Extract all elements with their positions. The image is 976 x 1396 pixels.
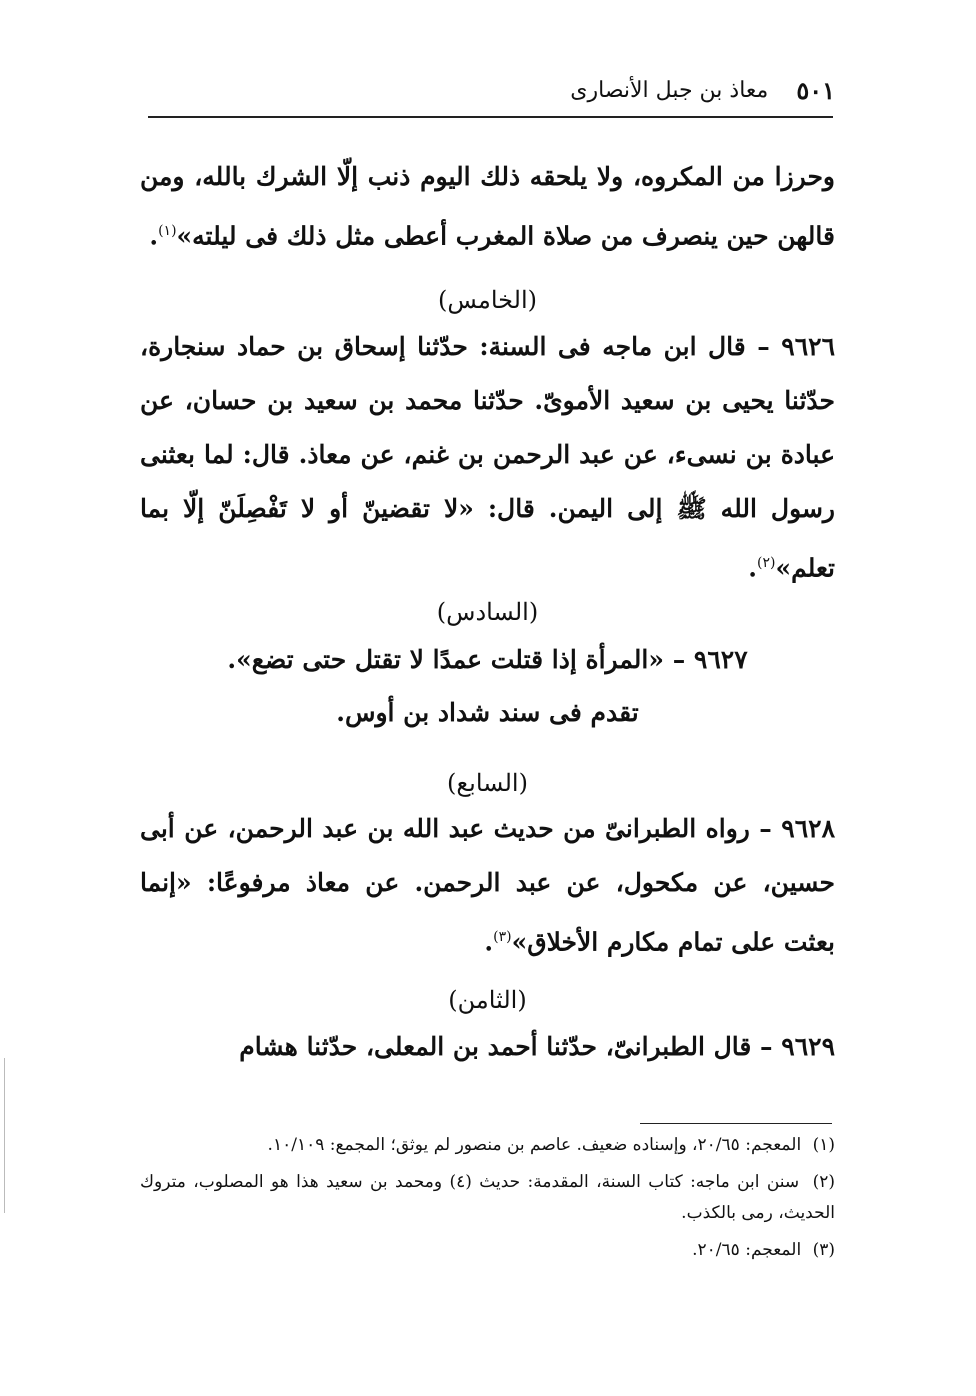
paragraph-text: وحرزا من المكروه، ولا يلحقه ذلك اليوم ذنب إلّا الشرك بالله، ومن قالهن حين ينصرف من صلاة المغرب أعطى مثل ذلك فى ليلته» (140, 162, 835, 251)
paragraph-9629 (140, 1020, 835, 1074)
paragraph-9627 (140, 635, 835, 685)
paragraph-end: . (484, 927, 494, 957)
footnote-marker: (٢) (812, 1172, 835, 1192)
section-heading-8: (الثامن) (448, 986, 527, 1014)
page-header (145, 68, 835, 112)
footnote-marker: (٣) (812, 1240, 835, 1260)
section-heading-6: (السادس) (436, 598, 539, 626)
footnote-2 (140, 1167, 835, 1229)
paragraph-text: – قال الطبرانىّ، حدّثنا أحمد بن المعلى، حدّثنا هشام (239, 1032, 773, 1061)
paragraph-9627-line2: تقدم فى سند شداد بن أوس. (336, 698, 639, 727)
hadith-number: ٩٦٢٦ (781, 332, 835, 361)
paragraph-text: – «المرأة إذا قتلت عمدًا لا تقتل حتى تضع». (227, 645, 686, 674)
running-title: معاذ بن جبل الأنصارى (570, 77, 769, 103)
footnote-text: سنن ابن ماجه: كتاب السنة، المقدمة: حديث (٤) ومحمد بن سعيد هذا هو المصلوب، متروك الحديث، رمى بالكذب. (140, 1172, 835, 1223)
footnote-ref: (٢) (756, 555, 776, 571)
page-number: ٥٠١ (796, 75, 835, 105)
paragraph-9626 (140, 320, 835, 595)
section-heading-7: (السابع) (447, 769, 528, 797)
footnote-ref: (١) (158, 223, 177, 239)
paragraph-text: – قال ابن ماجه فى السنة: حدّثنا إسحاق بن حماد سنجارة، حدّثنا يحيى بن سعيد الأموىّ. حدّثنا محمد بن سعيد بن حسان، عن عبادة بن نسىء، عن عبد الرحمن بن غنم، عن معاذ. قال: لما بعثنى رسول الله ﷺ إلى اليمن. قال: «لا تقضينّ أو لا تَفْصِلَنّ إلّا بما تعلم» (140, 332, 835, 583)
paragraph-end: . (149, 221, 159, 251)
footnote-text: المعجم: ٢٠/٦٥، وإسناده ضعيف. عاصم بن منصور لم يوثق؛ المجمع: ١٠/١٠٩. (267, 1135, 802, 1155)
footnote-marker: (١) (812, 1135, 835, 1155)
footnote-3 (140, 1235, 835, 1266)
paragraph-text: – رواه الطبرانىّ من حديث عبد الله بن عبد الرحمن، عن أبى حسين، عن مكحول، عن عبد الرحمن. عن معاذ مرفوعًا: «إنما بعثت على تمام مكارم الأخلاق» (140, 814, 835, 957)
footnotes (140, 1130, 835, 1272)
header-rule (148, 116, 833, 118)
hadith-number: ٩٦٢٨ (781, 814, 835, 843)
footnote-ref: (٣) (493, 929, 512, 945)
hadith-number: ٩٦٢٧ (693, 645, 748, 674)
paragraph-9628 (140, 802, 835, 969)
section-heading-5: (الخامس) (438, 286, 537, 314)
scan-edge-line (4, 1058, 5, 1213)
hadith-number: ٩٦٢٩ (781, 1032, 835, 1061)
paragraph-end: . (748, 553, 757, 583)
footnote-1 (140, 1130, 835, 1161)
paragraph-intro (140, 150, 835, 263)
footnote-rule (640, 1123, 832, 1124)
footnote-text: المعجم: ٢٠/٦٥. (692, 1240, 802, 1260)
